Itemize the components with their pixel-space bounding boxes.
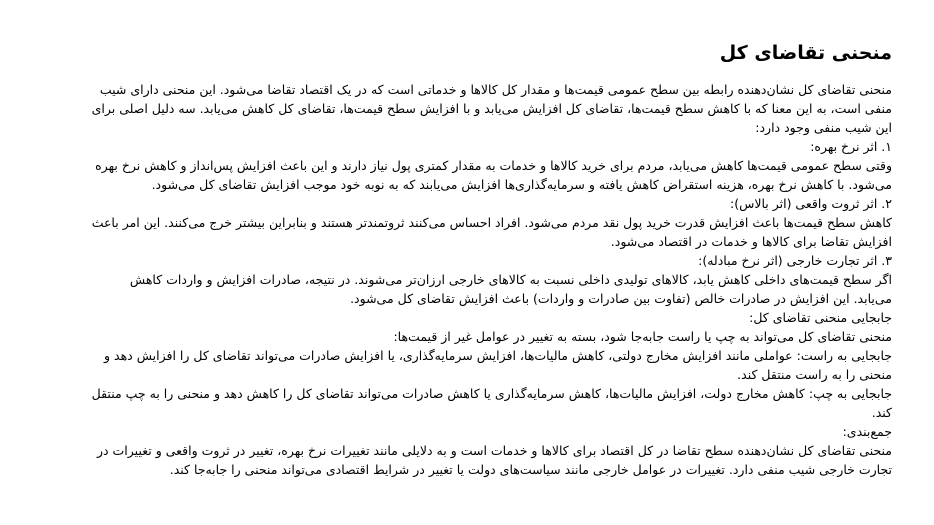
section-heading-real-wealth: ۲. اثر ثروت واقعی (اثر بالاس):: [729, 196, 892, 211]
section-heading-shift: جابجایی منحنی تقاضای کل:: [749, 310, 892, 325]
foreign-trade-paragraph: اگر سطح قیمت‌های داخلی کاهش یابد، کالاهای تولیدی داخلی نسبت به کالاهای خارجی ارزان‌تر می‌شوند. در نتیجه، صادرات افزایش و واردات کاهش می‌یابد. این افزایش در صادرات خالص (تفاوت بین صادرات و واردات) باعث افزایش تقاضای کل می‌شود.: [129, 272, 892, 306]
section-heading-summary: جمع‌بندی:: [842, 424, 892, 439]
interest-rate-paragraph: وقتی سطح عمومی قیمت‌ها کاهش می‌یابد، مردم برای خرید کالاها و خدمات به مقدار کمتری پول نیاز دارند و این باعث افزایش پس‌انداز و کاهش نرخ بهره می‌شود. با کاهش نرخ بهره، هزینه استقراض کاهش یافته و سرمایه‌گذاری‌ها افزایش می‌یابند که به نوبه خود موجب افزایش تقاضای کل می‌شود.: [95, 158, 892, 192]
section-heading-interest-rate: ۱. اثر نرخ بهره:: [810, 139, 892, 154]
summary-paragraph: منحنی تقاضای کل نشان‌دهنده سطح تقاضا در کل اقتصاد برای کالاها و خدمات است و به دلایلی مانند تغییرات نرخ بهره، تغییر در ثروت واقعی و تغییرات در تجارت خارجی شیب منفی دارد. تغییرات در عوامل خارجی مانند سیاست‌های دولت یا تغییر در شرایط اقتصادی می‌تواند منحنی را جابه‌جا کند.: [96, 443, 892, 477]
real-wealth-paragraph: کاهش سطح قیمت‌ها باعث افزایش قدرت خرید پول نقد مردم می‌شود. افراد احساس می‌کنند ثروتمندتر هستند و بنابراین بیشتر خرج می‌کنند. این امر باعث افزایش تقاضا برای کالاها و خدمات در اقتصاد می‌شود.: [91, 215, 892, 249]
intro-paragraph: منحنی تقاضای کل نشان‌دهنده رابطه بین سطح عمومی قیمت‌ها و مقدار کل کالاها و خدماتی است که در یک اقتصاد تقاضا می‌شود. این منحنی دارای شیب منفی است، به این معنا که با کاهش سطح قیمت‌ها، تقاضای کل افزایش می‌یابد و با افزایش سطح قیمت‌ها، تقاضای کل کاهش می‌یابد. سه دلیل اصلی برای این شیب منفی وجود دارد:: [91, 82, 892, 135]
section-heading-foreign-trade: ۳. اثر تجارت خارجی (اثر نرخ مبادله):: [698, 253, 892, 268]
shift-right-paragraph: جابجایی به راست: عواملی مانند افزایش مخارج دولتی، کاهش مالیات‌ها، افزایش سرمایه‌گذاری، یا افزایش صادرات می‌تواند تقاضای کل را افزایش دهد و منحنی را به راست منتقل کند.: [104, 348, 892, 382]
document-body: [90, 80, 892, 479]
shift-left-paragraph: جابجایی به چپ: کاهش مخارج دولت، افزایش مالیات‌ها، کاهش سرمایه‌گذاری یا کاهش صادرات می‌تواند تقاضای کل را کاهش دهد و منحنی را به چپ منتقل کند.: [91, 386, 892, 420]
document-title: منحنی تقاضای کل: [719, 42, 892, 64]
shift-intro-paragraph: منحنی تقاضای کل می‌تواند به چپ یا راست جابه‌جا شود، بسته به تغییر در عوامل غیر از قیمت‌ها:: [393, 329, 892, 344]
